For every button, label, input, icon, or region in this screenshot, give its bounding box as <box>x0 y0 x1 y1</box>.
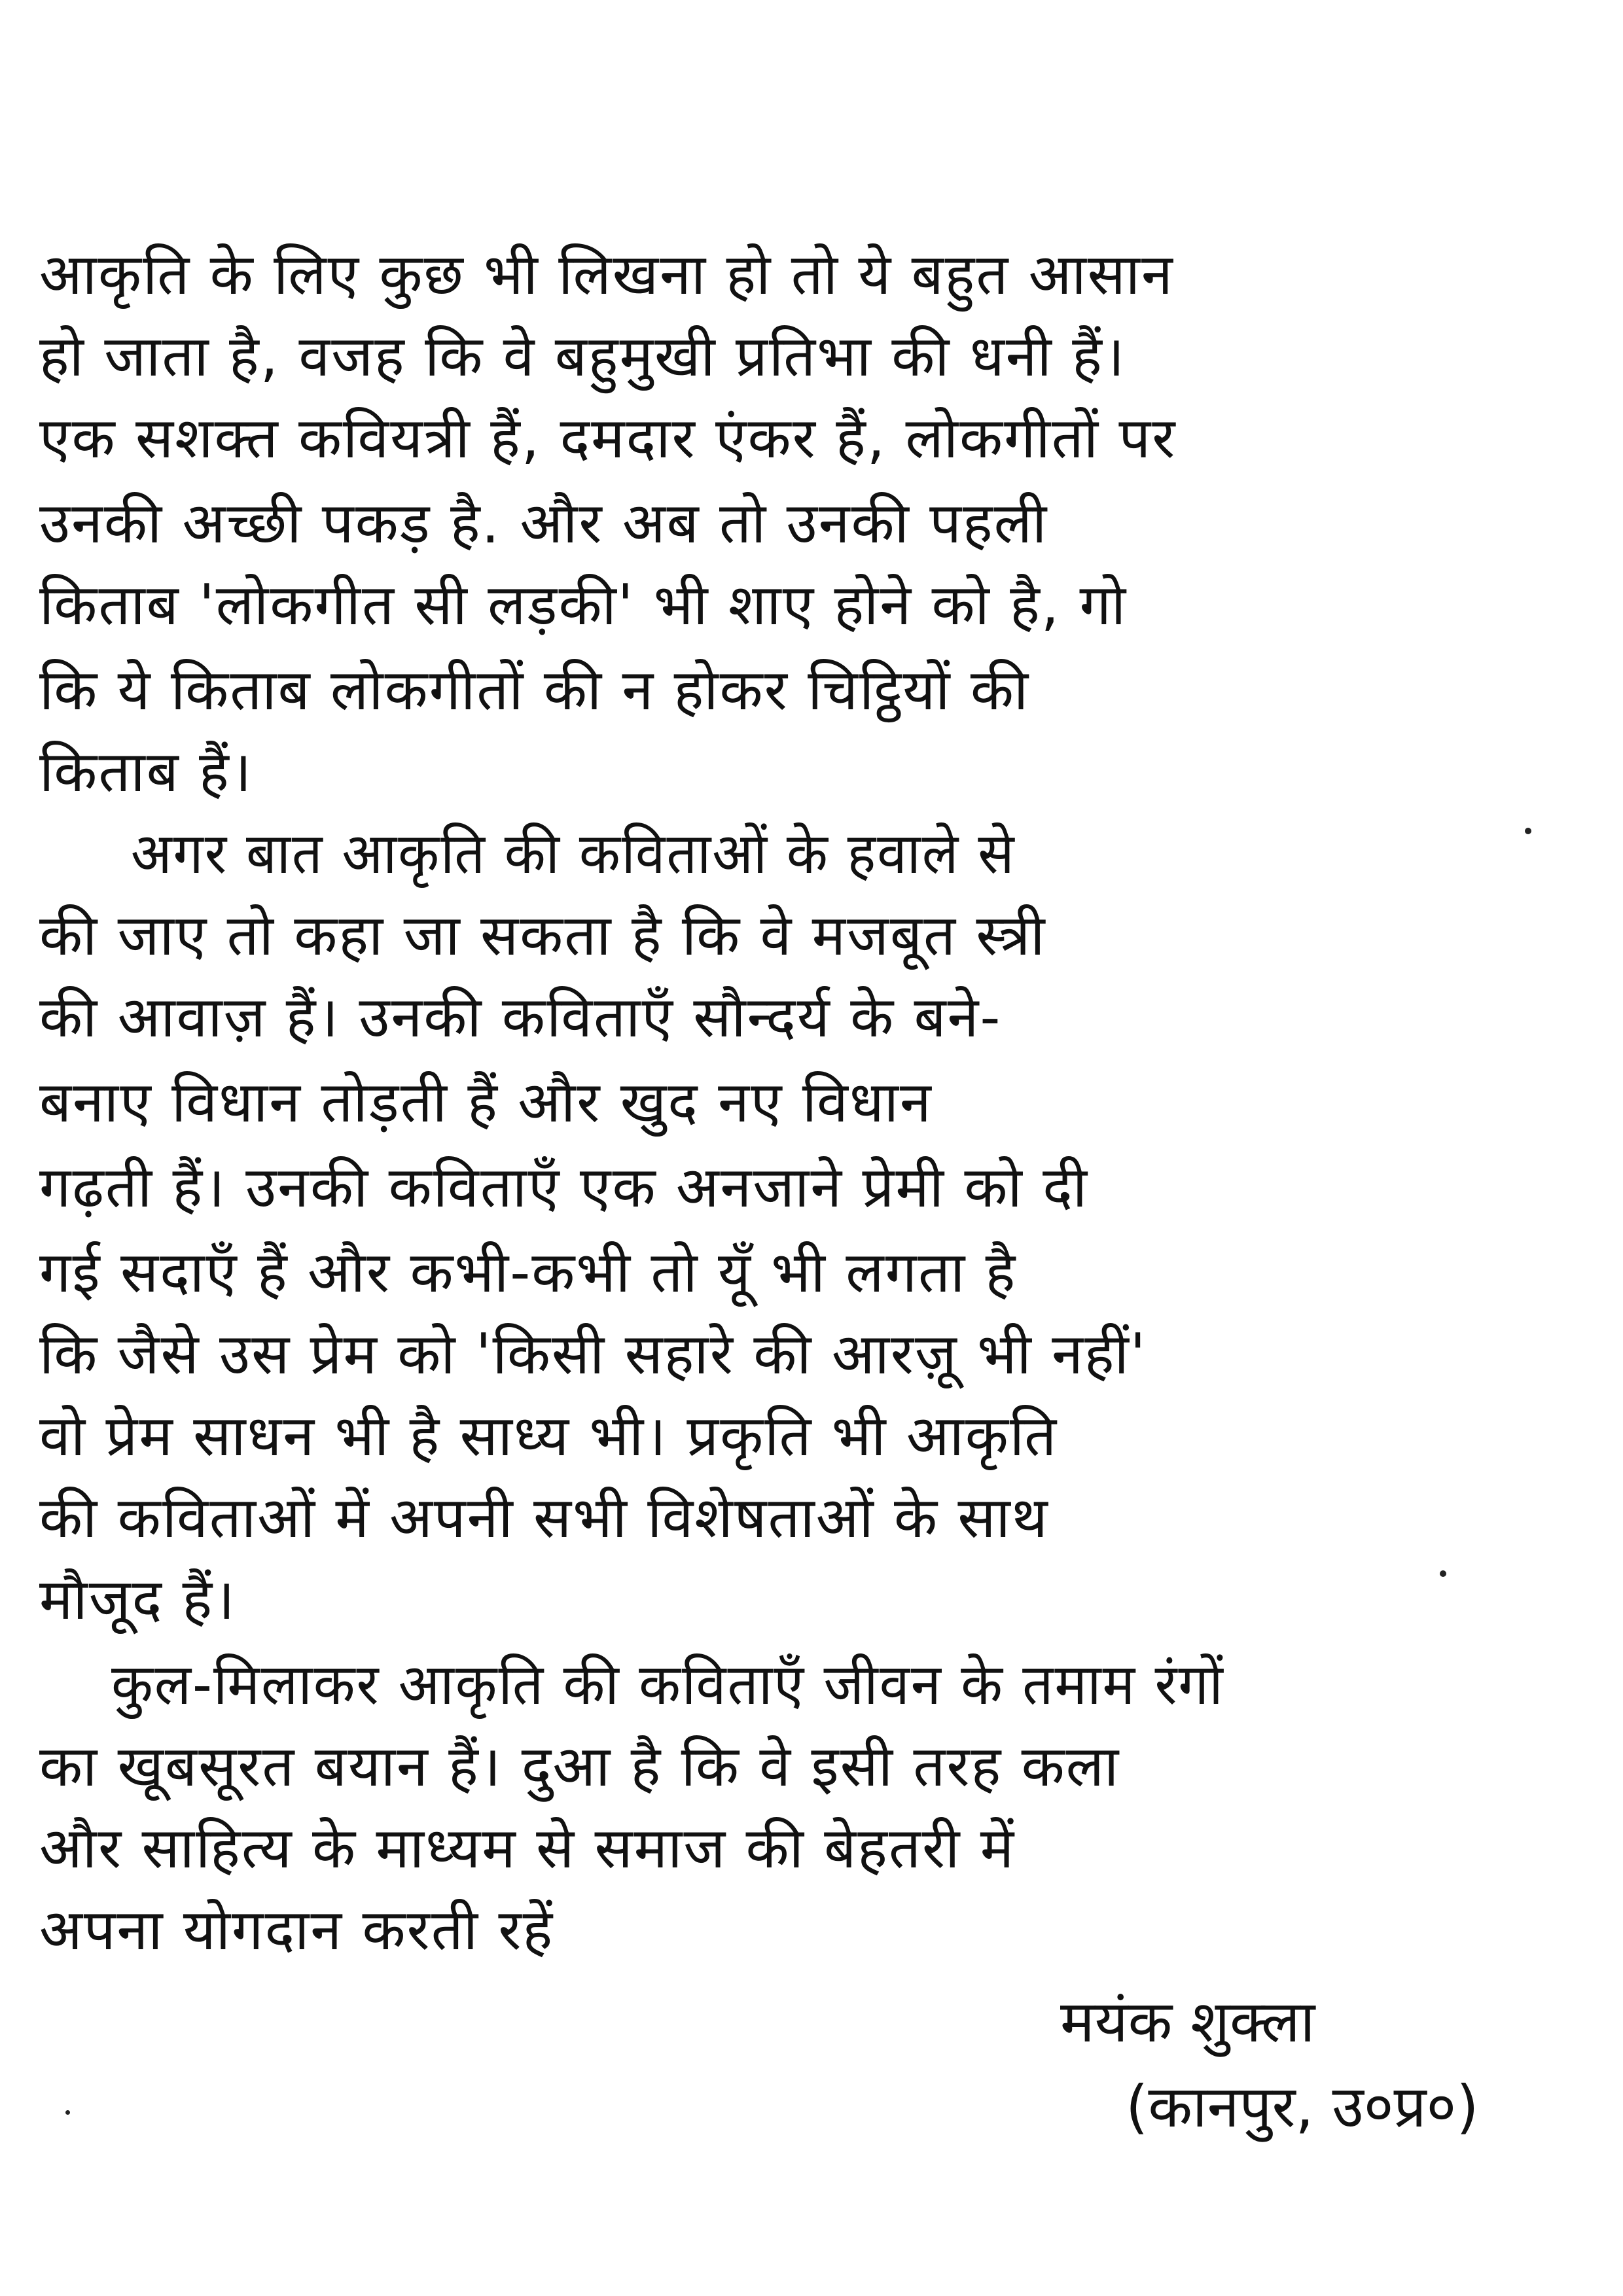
ink-mark <box>65 2110 70 2115</box>
letter-line: कुल-मिलाकर आकृति की कविताएँ जीवन के तमाम रंगों <box>111 1652 1224 1718</box>
letter-line: हो जाता है, वजह कि वे बहुमुखी प्रतिभा की धनी हैं। <box>39 324 1126 389</box>
letter-line: की कविताओं में अपनी सभी विशेषताओं के साथ <box>39 1485 1049 1551</box>
ink-mark <box>1440 1570 1446 1577</box>
letter-line: गढ़ती हैं। उनकी कविताएँ एक अनजाने प्रेमी को दी <box>39 1155 1089 1220</box>
letter-line: अगर बात आकृति की कविताओं के हवाले से <box>131 821 1016 887</box>
letter-line: किताब 'लोकगीत सी लड़की' भी शाए होने को है, गो <box>39 573 1128 638</box>
letter-line: की जाए तो कहा जा सकता है कि वे मजबूत स्त्री <box>39 903 1046 968</box>
letter-line: वो प्रेम साधन भी है साध्य भी। प्रकृति भी आकृति <box>39 1404 1058 1469</box>
letter-line: अपना योगदान करती रहें <box>39 1898 554 1963</box>
letter-line: आकृति के लिए कुछ भी लिखना हो तो ये बहुत आसान <box>39 242 1174 308</box>
letter-line: गई सदाएँ हैं और कभी-कभी तो यूँ भी लगता है <box>39 1240 1017 1305</box>
signature-place: (कानपुर, उ०प्र०) <box>1126 2073 1479 2140</box>
letter-line: उनकी अच्छी पकड़ है. और अब तो उनकी पहली <box>39 491 1048 556</box>
letter-line: की आवाज़ हैं। उनकी कविताएँ सौन्दर्य के बने- <box>39 985 1002 1050</box>
ink-mark <box>1525 828 1531 834</box>
letter-line: का खूबसूरत बयान हैं। दुआ है कि वे इसी तरह कला <box>39 1734 1120 1799</box>
signature-name: मयंक शुक्ला <box>1060 1988 1315 2055</box>
letter-line: किताब हैं। <box>39 739 253 805</box>
letter-line: कि ये किताब लोकगीतों की न होकर चिट्ठियों की <box>39 658 1030 723</box>
letter-line: मौजूद हैं। <box>39 1567 236 1633</box>
letter-line: कि जैसे उस प्रेम को 'किसी सहारे की आरज़ू भी नहीं' <box>39 1322 1147 1387</box>
letter-line: एक सशक्त कवियत्री हैं, दमदार एंकर हैं, लोकगीतों पर <box>39 406 1177 471</box>
letter-line: और साहित्य के माध्यम से समाज की बेहतरी में <box>39 1816 1016 1881</box>
letter-line: बनाए विधान तोड़ती हैं और खुद नए विधान <box>39 1070 933 1135</box>
